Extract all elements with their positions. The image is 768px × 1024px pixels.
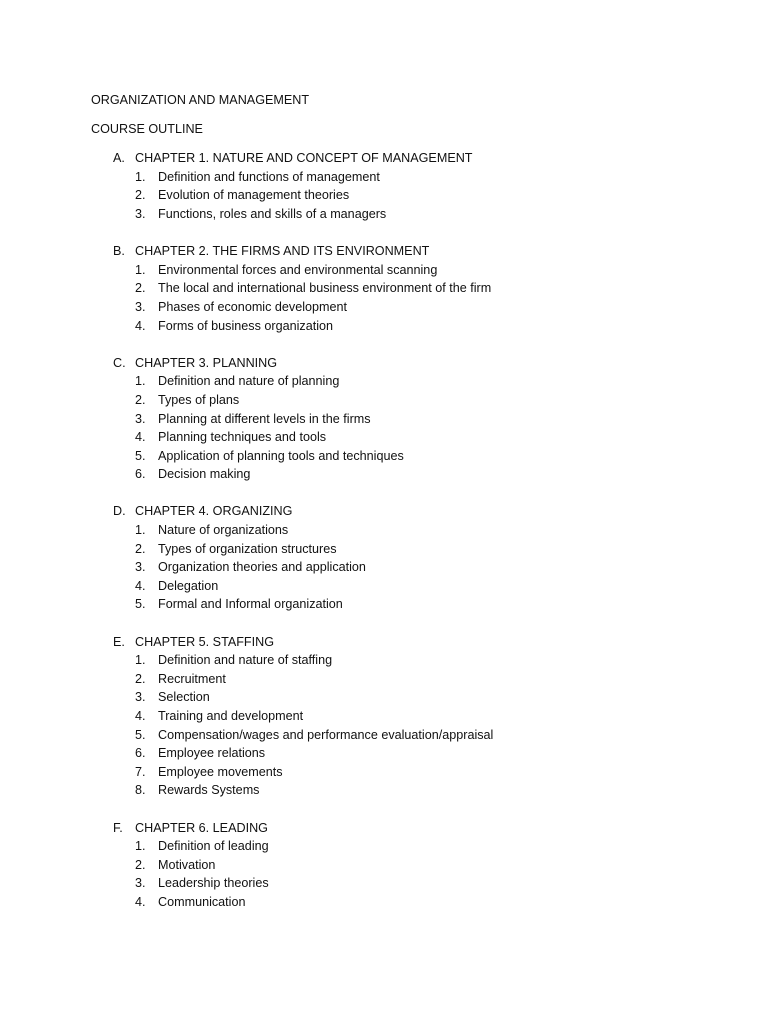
outline-item: [91, 670, 731, 689]
chapter-section: [91, 819, 731, 912]
item-number: 5.: [135, 448, 146, 463]
outline-item: [91, 763, 731, 782]
item-number: 2.: [135, 671, 146, 686]
item-number: 2.: [135, 188, 146, 203]
item-number: 4.: [135, 430, 146, 445]
chapter-letter: D.: [113, 504, 126, 519]
item-text: Planning at different levels in the firms: [158, 411, 371, 426]
outline-item: [91, 465, 731, 484]
item-text: Decision making: [158, 467, 251, 482]
item-text: Definition and functions of management: [158, 169, 380, 184]
chapter-heading: [91, 819, 731, 838]
item-number: 6.: [135, 467, 146, 482]
item-text: Evolution of management theories: [158, 188, 350, 203]
outline-item: [91, 428, 731, 447]
item-text: Nature of organizations: [158, 523, 289, 538]
item-text: Definition of leading: [158, 839, 269, 854]
chapter-title: CHAPTER 4. ORGANIZING: [135, 504, 293, 519]
chapter-title: CHAPTER 5. STAFFING: [135, 634, 275, 649]
item-text: Recruitment: [158, 671, 226, 686]
chapter-title: CHAPTER 3. PLANNING: [135, 355, 278, 370]
item-number: 2.: [135, 857, 146, 872]
chapter-heading: [91, 502, 731, 521]
outline-item: [91, 317, 731, 336]
item-number: 3.: [135, 411, 146, 426]
chapter-letter: C.: [113, 355, 126, 370]
outline-item: [91, 410, 731, 429]
chapter-section: [91, 242, 731, 335]
item-number: 3.: [135, 876, 146, 891]
chapter-list: [91, 149, 731, 911]
outline-item: [91, 521, 731, 540]
item-text: Types of plans: [158, 392, 240, 407]
item-number: 3.: [135, 299, 146, 314]
item-text: Forms of business organization: [158, 318, 333, 333]
chapter-letter: E.: [113, 634, 125, 649]
item-text: Organization theories and application: [158, 560, 366, 575]
chapter-title: CHAPTER 6. LEADING: [135, 820, 268, 835]
outline-item: [91, 874, 731, 893]
outline-item: [91, 837, 731, 856]
item-number: 1.: [135, 839, 146, 854]
item-number: 2.: [135, 281, 146, 296]
item-number: 4.: [135, 709, 146, 723]
item-number: 2.: [135, 541, 146, 556]
item-text: Employee movements: [158, 764, 283, 779]
item-text: The local and international business environment of the firm: [158, 281, 492, 296]
outline-item: [91, 540, 731, 559]
item-number: 4.: [135, 894, 146, 909]
item-number: 1.: [135, 169, 146, 184]
item-number: 1.: [135, 653, 146, 668]
chapter-letter: A.: [113, 151, 125, 166]
document-page: [91, 91, 731, 930]
outline-item: [91, 707, 731, 726]
chapter-section: [91, 149, 731, 223]
item-text: Functions, roles and skills of a managers: [158, 206, 387, 221]
chapter-section: [91, 502, 731, 614]
item-text: Definition and nature of planning: [158, 374, 340, 389]
outline-item: [91, 279, 731, 298]
item-number: 2.: [135, 392, 146, 407]
item-text: Employee relations: [158, 746, 266, 761]
outline-item: [91, 893, 731, 912]
chapter-title: CHAPTER 2. THE FIRMS AND ITS ENVIRONMENT: [135, 244, 430, 259]
outline-item: [91, 856, 731, 875]
outline-item: [91, 261, 731, 280]
item-text: Compensation/wages and performance evaluation/appraisal: [158, 727, 494, 742]
outline-item: [91, 577, 731, 596]
item-number: 1.: [135, 523, 146, 538]
item-text: Selection: [158, 690, 210, 705]
chapter-section: [91, 633, 731, 800]
outline-item: [91, 558, 731, 577]
item-number: 4.: [135, 318, 146, 333]
outline-item: [91, 781, 731, 800]
item-text: Planning techniques and tools: [158, 430, 327, 445]
document-title: ORGANIZATION AND MANAGEMENT: [91, 93, 310, 107]
chapter-heading: [91, 242, 731, 261]
item-text: Motivation: [158, 857, 216, 872]
item-number: 3.: [135, 560, 146, 575]
outline-item: [91, 688, 731, 707]
item-number: 8.: [135, 783, 146, 798]
chapter-heading: [91, 633, 731, 652]
outline-item: [91, 186, 731, 205]
item-text: Formal and Informal organization: [158, 597, 343, 612]
item-number: 1.: [135, 262, 146, 277]
chapter-letter: F.: [113, 820, 123, 835]
item-text: Types of organization structures: [158, 541, 337, 556]
outline-item: [91, 447, 731, 466]
item-number: 3.: [135, 690, 146, 705]
chapter-letter: B.: [113, 244, 125, 259]
chapter-heading: [91, 149, 731, 168]
outline-item: [91, 205, 731, 224]
item-text: Environmental forces and environmental scanning: [158, 262, 438, 277]
outline-item: [91, 372, 731, 391]
item-text: Phases of economic development: [158, 299, 348, 314]
outline-item: [91, 168, 731, 187]
item-text: Definition and nature of staffing: [158, 653, 333, 668]
item-number: 6.: [135, 746, 146, 761]
outline-item: [91, 726, 731, 745]
chapter-title: CHAPTER 1. NATURE AND CONCEPT OF MANAGEMENT: [135, 151, 473, 166]
item-number: 7.: [135, 764, 146, 779]
outline-item: [91, 391, 731, 410]
outline-item: [91, 651, 731, 670]
document-subtitle: COURSE OUTLINE: [91, 122, 203, 137]
chapter-section: [91, 354, 731, 484]
item-text: Communication: [158, 894, 246, 909]
item-text: Training and development: [158, 709, 304, 723]
outline-item: [91, 595, 731, 614]
outline-item: [91, 298, 731, 317]
item-text: Leadership theories: [158, 876, 269, 891]
outline-item: [91, 744, 731, 763]
item-number: 5.: [135, 597, 146, 612]
item-number: 4.: [135, 578, 146, 593]
item-text: Rewards Systems: [158, 783, 260, 798]
item-text: Delegation: [158, 578, 219, 593]
item-text: Application of planning tools and techniques: [158, 448, 404, 463]
item-number: 3.: [135, 206, 146, 221]
item-number: 5.: [135, 727, 146, 742]
item-number: 1.: [135, 374, 146, 389]
chapter-heading: [91, 354, 731, 373]
